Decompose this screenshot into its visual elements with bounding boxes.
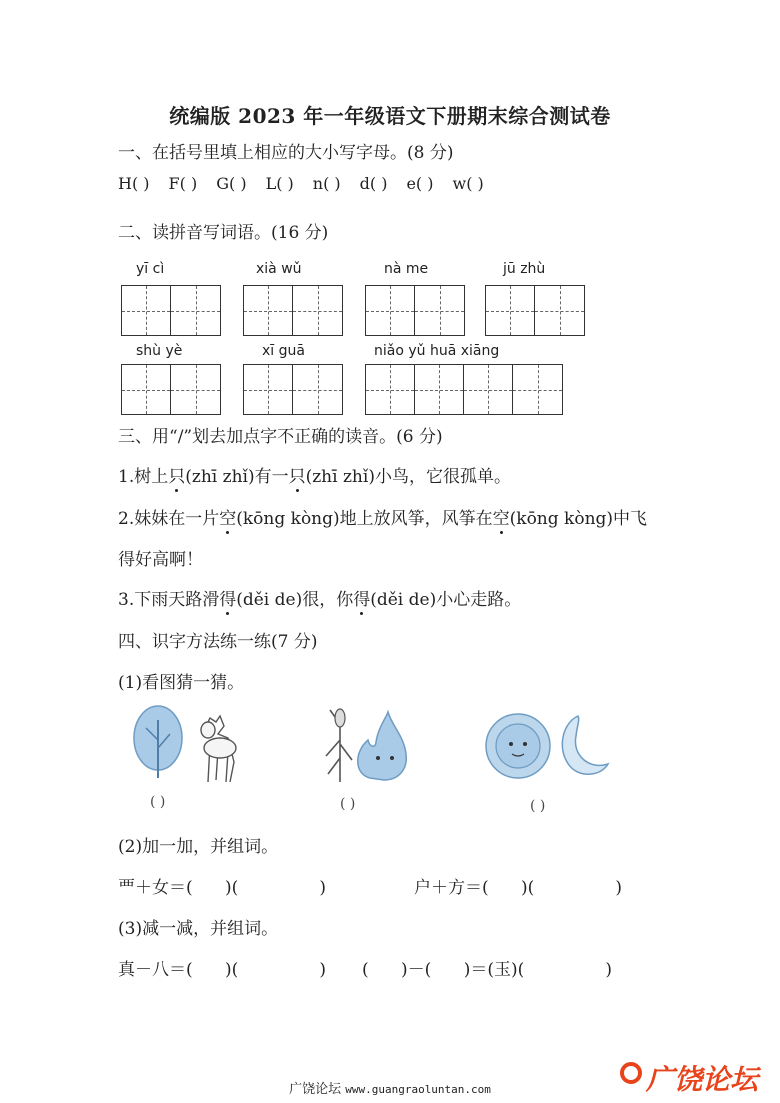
letter-item: d( ) [359, 174, 388, 193]
sub-question-1: (1)看图猜一猜。 [118, 673, 245, 693]
answer-paren[interactable]: ( ) [150, 794, 166, 810]
pinyin-label: nà me [384, 261, 429, 277]
pinyin-label: jū zhù [503, 261, 546, 277]
pinyin-label: xī guā [262, 343, 305, 359]
sub-question-3: (3)减一减，并组词。 [118, 919, 279, 939]
logo-icon [620, 1062, 642, 1084]
sentence-2: 2.妹妹在一片空(kōng kòng)地上放风筝，风筝在空(kōng kòng)中飞 [118, 504, 647, 529]
writing-grid[interactable] [243, 285, 343, 336]
section1-heading: 一、在括号里填上相应的大小写字母。(8 分) [118, 143, 454, 163]
equation-4[interactable]: ( )－( )＝(玉)( ) [362, 960, 612, 980]
section4-heading: 四、识字方法练一练(7 分) [118, 632, 318, 652]
grain-fire-illustration [318, 704, 418, 786]
letter-item: H( ) [118, 174, 150, 193]
equation-3[interactable]: 真－八＝( )( ) [118, 960, 327, 980]
letter-item: e( ) [406, 174, 434, 193]
letter-item: G( ) [216, 174, 247, 193]
writing-grid[interactable] [121, 364, 221, 415]
section3-heading: 三、用“/”划去加点字不正确的读音。(6 分) [118, 427, 443, 447]
letter-item: L( ) [265, 174, 294, 193]
letter-item: F( ) [168, 174, 198, 193]
page-title: 统编版 2023 年一年级语文下册期末综合测试卷 [169, 104, 611, 128]
tree-goat-illustration [130, 704, 245, 786]
sentence-2-cont: 得好高啊！ [118, 550, 203, 570]
equation-1[interactable]: 覀＋女＝( )( ) [118, 878, 327, 898]
footer-site-name: 广饶论坛 [289, 1082, 342, 1097]
section2-heading: 二、读拼音写词语。(16 分) [118, 223, 329, 243]
sentence-3: 3.下雨天路滑得(děi de)很，你得(děi de)小心走路。 [118, 585, 521, 610]
sub-question-2: (2)加一加，并组词。 [118, 837, 279, 857]
equation-2[interactable]: 户＋方＝( )( ) [414, 878, 623, 898]
sentence-1: 1.树上只(zhī zhǐ)有一只(zhī zhǐ)小鸟，它很孤单。 [118, 462, 511, 487]
letter-item: w( ) [452, 174, 484, 193]
writing-grid[interactable] [365, 285, 465, 336]
writing-grid[interactable] [365, 364, 563, 415]
site-logo: 广饶论坛 [646, 1063, 759, 1096]
footer-url[interactable]: www.guangraoluntan.com [345, 1083, 491, 1096]
pinyin-label: shù yè [136, 343, 183, 359]
pinyin-label: xià wǔ [256, 261, 302, 277]
writing-grid[interactable] [485, 285, 585, 336]
pinyin-label: yī cì [136, 261, 165, 277]
letter-item: n( ) [312, 174, 341, 193]
answer-paren[interactable]: ( ) [530, 798, 546, 814]
pinyin-label: niǎo yǔ huā xiāng [374, 343, 500, 359]
letter-row [118, 174, 503, 193]
sun-moon-illustration [482, 708, 612, 784]
writing-grid[interactable] [243, 364, 343, 415]
writing-grid[interactable] [121, 285, 221, 336]
answer-paren[interactable]: ( ) [340, 796, 356, 812]
